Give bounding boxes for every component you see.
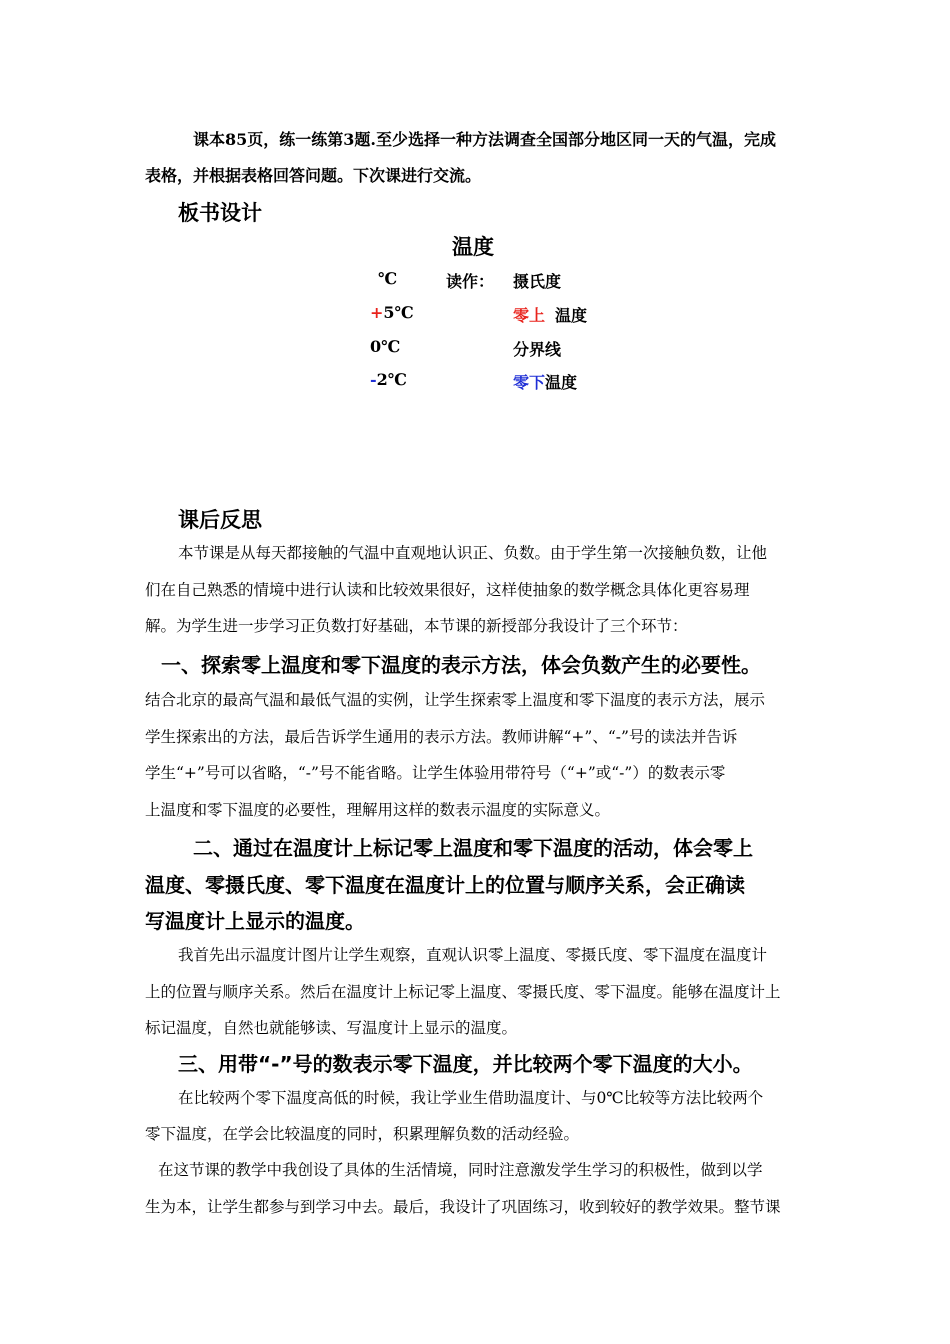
board-row-1-left: ℃ (378, 269, 398, 288)
board-row-2-left: +5℃ (370, 303, 414, 322)
board-heading: 板书设计 (178, 201, 262, 225)
closing-line: 在这节课的教学中我创设了具体的生活情境，同时注意激发学生学习的积极性，做到以学 (158, 1161, 763, 1179)
section-2-title: 写温度计上显示的温度。 (145, 909, 365, 933)
section-1-line: 学生“+”号可以省略，“-”号不能省略。让学生体验用带符号（“+”或“-”）的数表示零 (145, 764, 726, 782)
reflection-heading: 课后反思 (178, 508, 262, 532)
section-2-line: 上的位置与顺序关系。然后在温度计上标记零上温度、零摄氏度、零下温度。能够在温度计上 (145, 983, 781, 1001)
section-2-title: 温度、零摄氏度、零下温度在温度计上的位置与顺序关系，会正确读 (145, 873, 745, 897)
section-2-title: 二、通过在温度计上标记零上温度和零下温度的活动，体会零上 (193, 836, 753, 860)
intro-line: 们在自己熟悉的情境中进行认读和比较效果很好，这样使抽象的数学概念具体化更容易理 (145, 581, 750, 599)
minus-sign: - (370, 370, 377, 389)
closing-line: 生为本，让学生都参与到学习中去。最后，我设计了巩固练习，收到较好的教学效果。整节课 (145, 1198, 781, 1216)
board-row-3-left: 0℃ (370, 337, 401, 356)
section-1-title: 一、探索零上温度和零下温度的表示方法，体会负数产生的必要性。 (161, 653, 761, 677)
plus-sign: + (370, 303, 384, 322)
section-1-line: 学生探索出的方法，最后告诉学生通用的表示方法。教师讲解“+”、“-”号的读法并告诉 (145, 728, 738, 746)
intro-line: 解。为学生进一步学习正负数打好基础，本节课的新授部分我设计了三个环节： (145, 617, 688, 635)
section-3-line: 在比较两个零下温度高低的时候，我让学业生借助温度计、与0℃比较等方法比较两个 (178, 1089, 764, 1107)
board-row-1-mid: 读作： (446, 272, 495, 291)
section-3-line: 零下温度，在学会比较温度的同时，积累理解负数的活动经验。 (145, 1125, 580, 1143)
homework-line-1: 课本85页，练一练第3题.至少选择一种方法调查全国部分地区同一天的气温，完成 (193, 130, 776, 149)
section-2-line: 标记温度，自然也就能够读、写温度计上显示的温度。 (145, 1019, 518, 1037)
intro-line: 本节课是从每天都接触的气温中直观地认识正、负数。由于学生第一次接触负数，让他 (178, 544, 768, 562)
section-1-line: 上温度和零下温度的必要性，理解用这样的数表示温度的实际意义。 (145, 801, 611, 819)
homework-line-2: 表格，并根据表格回答问题。下次课进行交流。 (145, 166, 482, 185)
section-2-line: 我首先出示温度计图片让学生观察，直观认识零上温度、零摄氏度、零下温度在温度计 (178, 946, 768, 964)
section-3-title: 三、用带“-”号的数表示零下温度，并比较两个零下温度的大小。 (178, 1052, 753, 1076)
section-1-line: 结合北京的最高气温和最低气温的实例，让学生探索零上温度和零下温度的表示方法，展示 (145, 691, 766, 709)
board-row-2-right: 零上 温度 (513, 306, 588, 325)
board-title: 温度 (452, 235, 494, 259)
board-row-3-right: 分界线 (513, 340, 562, 359)
board-row-1-right: 摄氏度 (513, 272, 562, 291)
board-row-4-right: 零下温度 (513, 373, 578, 392)
board-row-4-left: -2℃ (370, 370, 407, 389)
